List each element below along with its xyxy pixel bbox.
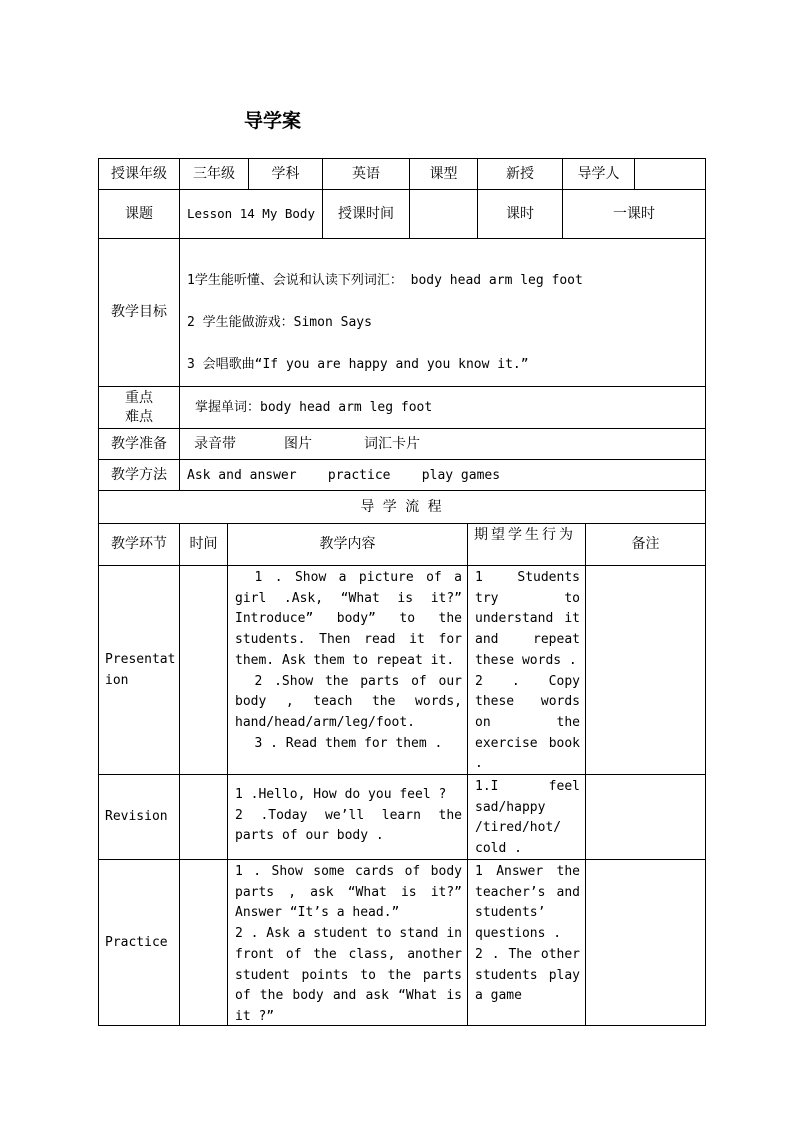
expected-paragraph: 1.I feel sad/happy /tired/hot/ cold . — [475, 779, 580, 857]
time-label: 授课时间 — [338, 205, 394, 222]
content-cell — [228, 566, 467, 774]
expected-paragraph: 2 . Copy these words on the exercise book . — [475, 673, 580, 772]
expected-cell — [468, 775, 585, 859]
content-paragraph: 2 .Today we’ll learn the parts of our body . — [235, 807, 462, 844]
content-paragraph: 3 . Read them for them . — [254, 735, 443, 751]
guide-value — [635, 159, 705, 189]
expected-paragraph: 2 . The other students play a game — [475, 946, 580, 1004]
objective-item: 2 学生能做游戏：Simon Says — [187, 315, 372, 330]
page-title: 导学案 — [244, 110, 302, 132]
content-paragraph: 2 .Show the parts of our body , teach the words, hand/head/arm/leg/foot. — [235, 673, 462, 730]
expected-cell — [468, 860, 585, 1025]
content-cell — [228, 775, 467, 859]
content-header: 教学内容 — [319, 536, 376, 553]
type-value: 新授 — [506, 165, 534, 182]
period-value: 一课时 — [613, 205, 655, 222]
subject-value: 英语 — [352, 165, 380, 182]
time-value — [410, 190, 477, 238]
prep-label: 教学准备 — [111, 435, 167, 452]
process-title: 导 学 流 程 — [360, 498, 444, 515]
grade-label: 授课年级 — [111, 165, 167, 182]
objective-item: 3 会唱歌曲“If you are happy and you know it.” — [187, 357, 529, 372]
guide-label: 导学人 — [577, 165, 620, 182]
prep-item: 录音带 — [194, 436, 236, 452]
method-label: 教学方法 — [111, 466, 167, 483]
stage-cell: Presentation — [105, 652, 176, 688]
content-cell — [228, 860, 467, 1025]
subject-label: 学科 — [271, 165, 300, 182]
notes-header: 备注 — [631, 536, 660, 553]
time-header: 时间 — [189, 536, 218, 553]
topic-label: 课题 — [125, 205, 153, 222]
content-paragraph: 2 . Ask a student to stand in front of the class, another student points to the parts of the body and ask “What is it ?” — [235, 926, 462, 1024]
expected-header: 期望学生行为 — [474, 527, 576, 543]
stage-cell: Revision — [105, 808, 168, 824]
stage-header: 教学环节 — [111, 536, 167, 553]
content-paragraph: 1 .Hello, How do you feel ? — [235, 787, 447, 802]
content-paragraph: 1 . Show a picture of a girl .Ask, “What is it?” Introduce” body” to the students. Then read it for them. Ask them to repeat it. — [235, 570, 462, 668]
method-value: Ask and answer practice play games — [187, 468, 501, 483]
keypoints-value: 掌握单词：body head arm leg foot — [195, 400, 433, 415]
content-paragraph: 1 . Show some cards of body parts , ask “What is it?” Answer “It’s a head.” — [235, 864, 462, 921]
keypoints-label-1: 重点 — [125, 389, 153, 406]
prep-item: 词汇卡片 — [364, 436, 420, 452]
expected-paragraph: 1 Students try to understand it and repeat these words . — [475, 570, 580, 668]
period-label: 课时 — [506, 205, 534, 222]
stage-cell: Practice — [105, 935, 168, 950]
grade-value: 三年级 — [193, 165, 235, 182]
objective-item: 1学生能听懂、会说和认读下列词汇： body head arm leg foot — [187, 273, 583, 288]
expected-paragraph: 1 Answer the teacher’s and students’ questions . — [475, 864, 580, 942]
keypoints-label-2: 难点 — [125, 408, 153, 425]
objectives-label: 教学目标 — [111, 304, 167, 321]
expected-cell — [468, 566, 585, 774]
topic-value: Lesson 14 My Body — [187, 205, 315, 221]
prep-item: 图片 — [284, 436, 312, 452]
type-label: 课型 — [429, 165, 458, 182]
keypoints-label — [99, 387, 179, 428]
